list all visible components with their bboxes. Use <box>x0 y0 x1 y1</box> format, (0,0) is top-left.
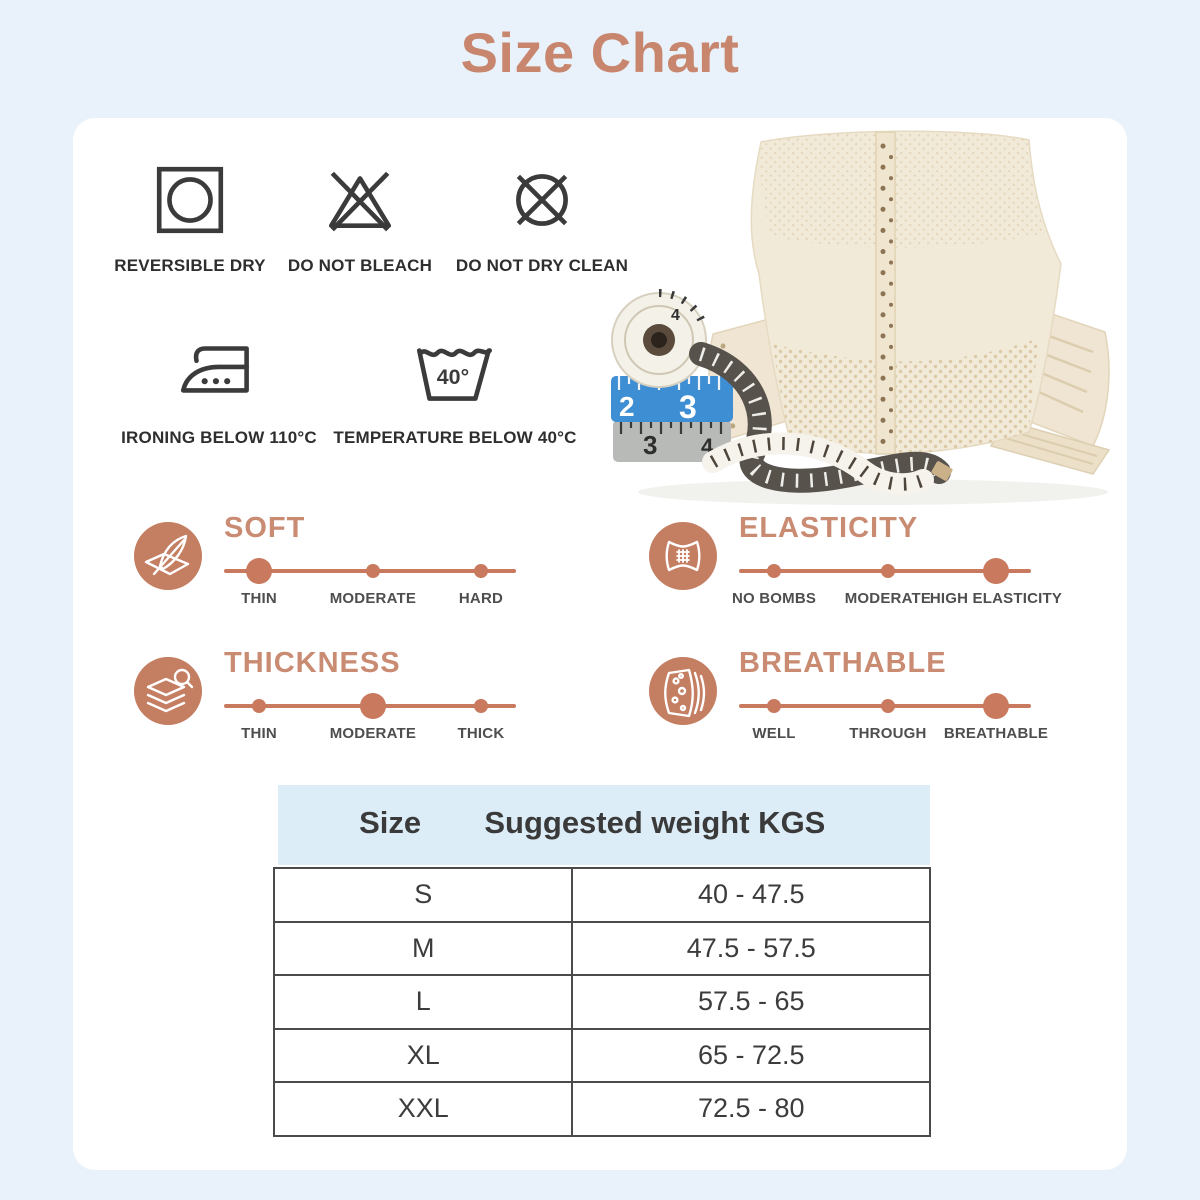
care-item-do-not-bleach <box>279 158 441 276</box>
scale-dot <box>474 699 488 713</box>
scale-dot <box>366 564 380 578</box>
feature-elasticity <box>649 512 1079 634</box>
scale-dot <box>881 699 895 713</box>
weight-cell: 47.5 - 57.5 <box>572 922 930 976</box>
layers-icon <box>134 657 202 725</box>
scale-label: THROUGH <box>849 725 927 742</box>
table-row <box>274 922 930 976</box>
scale-label: HARD <box>458 590 504 607</box>
feature-breathable <box>649 647 1079 769</box>
feature-title: BREATHABLE <box>739 647 947 679</box>
weight-cell: 40 - 47.5 <box>572 868 930 922</box>
product-photo <box>593 124 1121 516</box>
feature-scale <box>739 692 1031 720</box>
size-table-column-header: Suggested weight KGS <box>484 805 826 841</box>
elastic-fabric-icon <box>649 522 717 590</box>
feature-soft <box>134 512 564 634</box>
weight-cell: 57.5 - 65 <box>572 975 930 1029</box>
scale-label: NO BOMBS <box>731 590 817 607</box>
scale-label: HIGH ELASTICITY <box>929 590 1063 607</box>
scale-dot <box>252 699 266 713</box>
care-item-ironing <box>109 330 329 448</box>
scale-dot <box>881 564 895 578</box>
care-item-reversible-dry <box>109 158 271 276</box>
scale-label: THIN <box>241 725 277 742</box>
scale-label: MODERATE <box>329 725 417 742</box>
breathable-fabric-icon <box>649 657 717 725</box>
size-cell: XL <box>274 1029 572 1083</box>
care-item-label: REVERSIBLE DRY <box>114 256 266 275</box>
size-cell: L <box>274 975 572 1029</box>
scale-dot <box>474 564 488 578</box>
care-item-label: IRONING BELOW 110°C <box>121 428 317 447</box>
do-not-bleach-icon <box>321 158 399 242</box>
care-item-label: TEMPERATURE BELOW 40°C <box>333 428 577 447</box>
size-table-column-header: Size <box>359 805 422 841</box>
feather-icon <box>134 522 202 590</box>
feature-scale <box>739 557 1031 585</box>
table-row <box>274 868 930 922</box>
care-item-label: DO NOT BLEACH <box>287 256 433 275</box>
feature-scale <box>224 557 516 585</box>
do-not-dry-clean-icon <box>503 158 581 242</box>
scale-dot <box>360 693 386 719</box>
table-row <box>274 1029 930 1083</box>
scale-dot <box>983 693 1009 719</box>
feature-title: SOFT <box>224 512 306 544</box>
scale-label: MODERATE <box>844 590 932 607</box>
scale-label: MODERATE <box>329 590 417 607</box>
content-card <box>73 118 1127 1170</box>
size-table-header <box>278 785 930 865</box>
feature-title: THICKNESS <box>224 647 401 679</box>
wash-temperature-icon <box>406 330 504 414</box>
care-instructions-row-1 <box>109 158 635 276</box>
care-instructions-row-2 <box>109 330 581 448</box>
size-cell: M <box>274 922 572 976</box>
weight-cell: 72.5 - 80 <box>572 1082 930 1136</box>
feature-title: ELASTICITY <box>739 512 919 544</box>
size-table <box>273 867 931 1137</box>
care-item-wash-temperature <box>329 330 581 448</box>
ironing-icon <box>173 330 265 414</box>
scale-label: WELL <box>752 725 796 742</box>
reversible-dry-icon <box>151 158 229 242</box>
scale-dot <box>983 558 1009 584</box>
svg-text:4: 4 <box>671 307 680 324</box>
scale-label: BREATHABLE <box>943 725 1049 742</box>
size-cell: XXL <box>274 1082 572 1136</box>
scale-dot <box>246 558 272 584</box>
wash-temperature-value: 40° <box>436 365 470 390</box>
scale-label: THIN <box>241 590 277 607</box>
table-row <box>274 975 930 1029</box>
svg-text:2: 2 <box>619 391 635 422</box>
feature-thickness <box>134 647 564 769</box>
scale-label: THICK <box>457 725 505 742</box>
scale-dot <box>767 699 781 713</box>
size-cell: S <box>274 868 572 922</box>
care-item-label: DO NOT DRY CLEAN <box>455 256 629 275</box>
feature-scale <box>224 692 516 720</box>
table-row <box>274 1082 930 1136</box>
svg-text:4: 4 <box>701 434 714 459</box>
weight-cell: 65 - 72.5 <box>572 1029 930 1083</box>
scale-dot <box>767 564 781 578</box>
waist-trainer-illustration <box>593 124 1121 516</box>
page-title: Size Chart <box>460 21 740 84</box>
svg-text:3: 3 <box>679 389 697 425</box>
svg-text:3: 3 <box>643 430 658 460</box>
